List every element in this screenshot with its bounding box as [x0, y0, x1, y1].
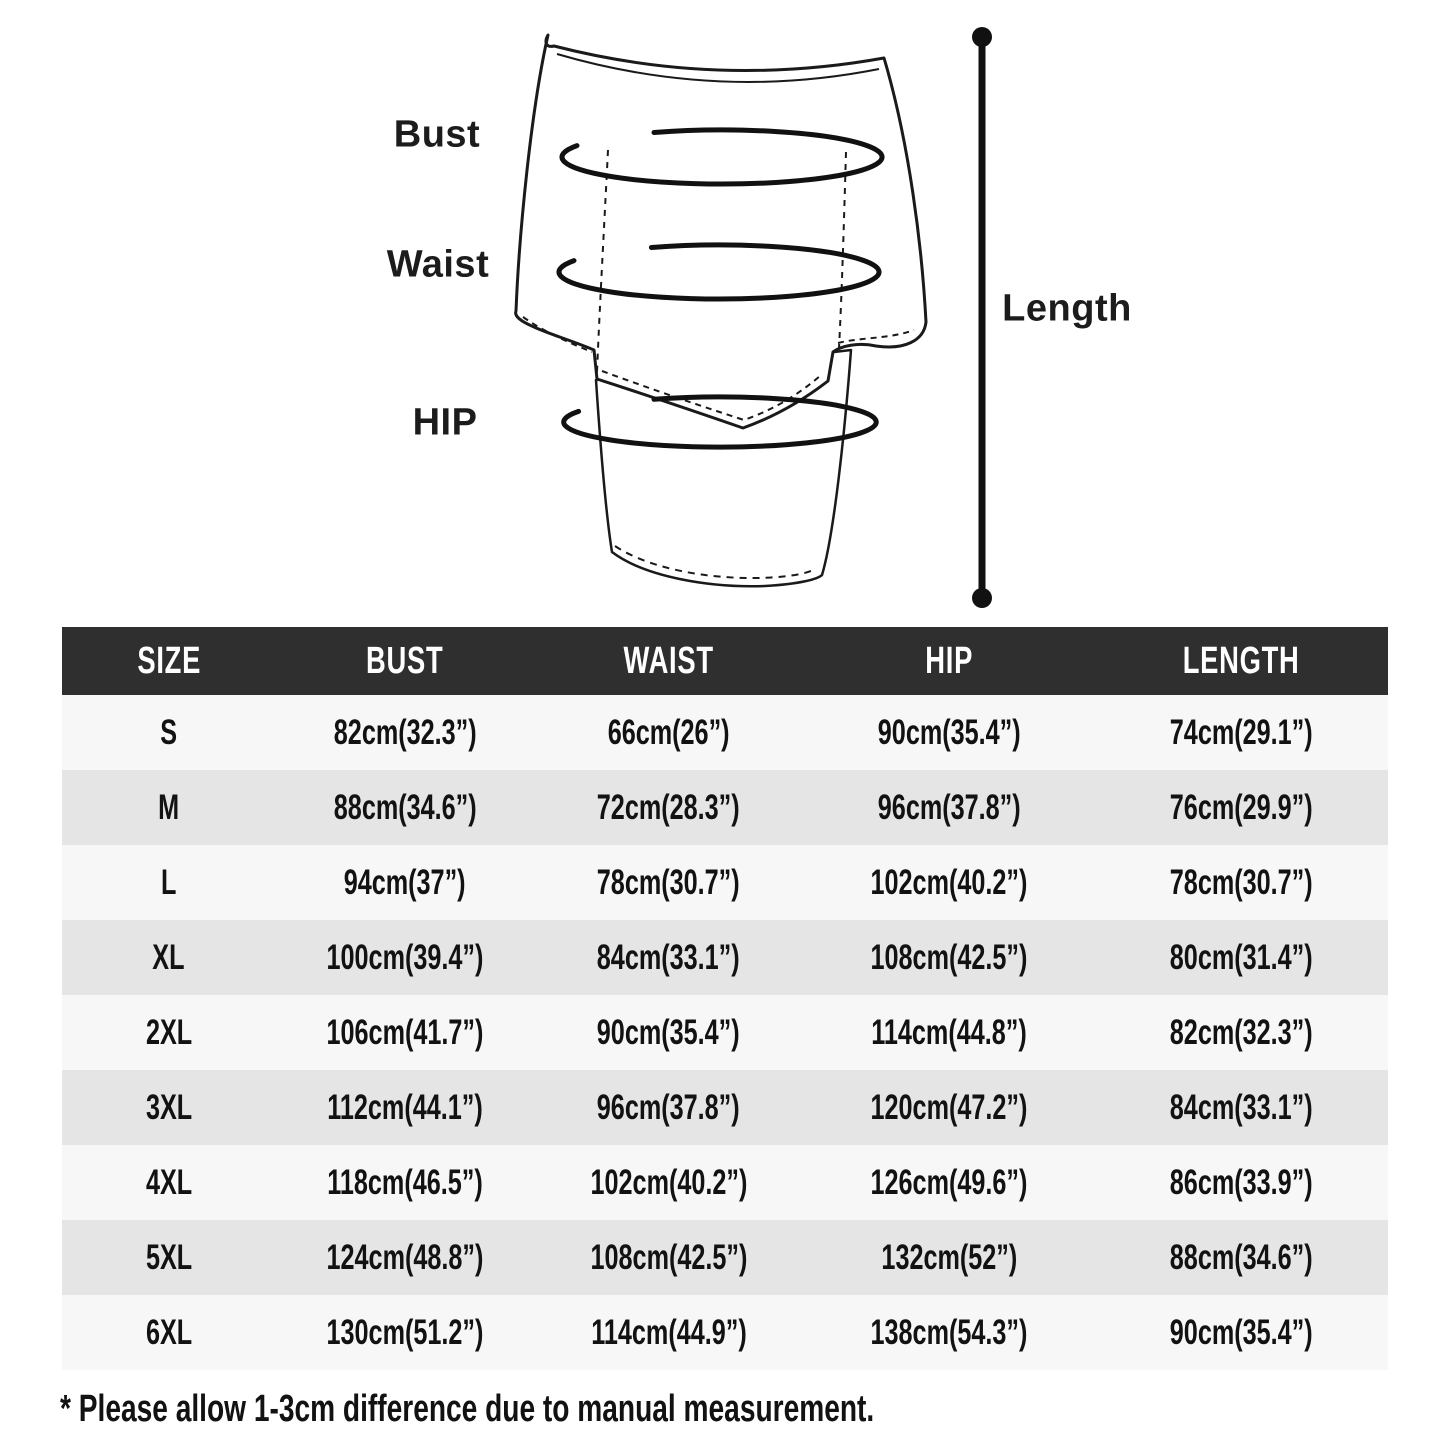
table-cell — [803, 863, 1095, 903]
table-cell — [803, 713, 1095, 753]
table-cell — [803, 1313, 1095, 1353]
length-line-top-dot — [972, 27, 992, 47]
table-cell-value: 5XL — [145, 1237, 192, 1277]
length-label: Length — [1002, 287, 1132, 330]
table-cell — [1095, 1088, 1388, 1128]
table-cell — [803, 1088, 1095, 1128]
table-cell — [534, 1163, 803, 1203]
table-cell — [1095, 1238, 1388, 1278]
table-cell — [62, 1013, 275, 1053]
garment-illustration — [0, 0, 1445, 625]
table-cell — [62, 863, 275, 903]
table-cell-value: 76cm(29.9”) — [1170, 787, 1313, 827]
table-cell-value: XL — [152, 937, 185, 977]
header-cell — [62, 640, 275, 683]
table-cell-value: 90cm(35.4”) — [877, 712, 1021, 752]
table-cell-value: L — [161, 862, 177, 902]
waist-label: Waist — [386, 243, 490, 286]
table-cell-value: 108cm(42.5”) — [870, 937, 1028, 977]
table-cell-value: 114cm(44.9”) — [590, 1312, 747, 1352]
table-row — [62, 920, 1388, 995]
table-cell-value: 112cm(44.1”) — [327, 1087, 483, 1127]
table-cell — [275, 1013, 534, 1053]
header-cell — [1095, 640, 1388, 683]
table-cell-value: 6XL — [145, 1312, 192, 1352]
table-cell-value: 2XL — [145, 1012, 192, 1052]
measurement-diagram — [0, 0, 1445, 625]
table-cell — [1095, 938, 1388, 978]
table-cell-value: 78cm(30.7”) — [597, 862, 741, 902]
table-cell-value: 126cm(49.6”) — [870, 1162, 1028, 1202]
table-cell — [275, 1313, 534, 1353]
table-cell — [1095, 788, 1388, 828]
size-table — [62, 627, 1388, 1370]
table-row — [62, 845, 1388, 920]
table-cell — [1095, 1163, 1388, 1203]
table-cell — [275, 938, 534, 978]
table-cell-value: S — [160, 712, 178, 752]
table-cell-value: 124cm(48.8”) — [326, 1237, 484, 1277]
header-cell-label: HIP — [925, 639, 973, 682]
table-row — [62, 695, 1388, 770]
table-cell-value: 130cm(51.2”) — [326, 1312, 484, 1352]
table-cell — [1095, 1013, 1388, 1053]
table-cell-value: 74cm(29.1”) — [1170, 712, 1313, 752]
table-cell-value: 3XL — [145, 1087, 192, 1127]
header-cell — [275, 640, 534, 683]
table-cell — [62, 1163, 275, 1203]
table-cell — [803, 1238, 1095, 1278]
garment-outline — [516, 35, 926, 428]
table-cell-value: 96cm(37.8”) — [877, 787, 1021, 827]
table-cell-value: 88cm(34.6”) — [333, 787, 477, 827]
table-cell — [803, 938, 1095, 978]
table-cell-value: 94cm(37”) — [343, 862, 466, 902]
table-cell-value: 82cm(32.3”) — [1170, 1012, 1313, 1052]
length-line-bottom-dot — [972, 588, 992, 608]
table-cell — [62, 788, 275, 828]
header-cell — [534, 640, 803, 683]
table-row — [62, 1145, 1388, 1220]
table-cell-value: 78cm(30.7”) — [1170, 862, 1313, 902]
header-cell-label: SIZE — [136, 639, 201, 682]
table-row — [62, 1220, 1388, 1295]
table-cell-value: 84cm(33.1”) — [597, 937, 741, 977]
table-cell — [275, 1238, 534, 1278]
table-cell-value: 90cm(35.4”) — [597, 1012, 741, 1052]
table-cell — [534, 1013, 803, 1053]
table-cell-value: 100cm(39.4”) — [326, 937, 484, 977]
table-cell-value: 114cm(44.8”) — [871, 1012, 1027, 1052]
table-row — [62, 1070, 1388, 1145]
table-cell — [534, 863, 803, 903]
table-cell-value: 90cm(35.4”) — [1170, 1312, 1313, 1352]
table-cell — [803, 788, 1095, 828]
table-cell-value: 138cm(54.3”) — [870, 1312, 1028, 1352]
table-cell-value: 86cm(33.9”) — [1170, 1162, 1313, 1202]
table-cell-value: 108cm(42.5”) — [590, 1237, 748, 1277]
table-cell — [275, 1088, 534, 1128]
table-cell-value: M — [158, 787, 180, 827]
table-cell — [275, 863, 534, 903]
header-cell-label: LENGTH — [1183, 639, 1300, 682]
table-cell-value: 80cm(31.4”) — [1170, 937, 1313, 977]
size-table-body — [62, 695, 1388, 1370]
table-cell — [534, 713, 803, 753]
table-cell — [534, 1313, 803, 1353]
table-cell — [275, 1163, 534, 1203]
table-cell-value: 120cm(47.2”) — [870, 1087, 1028, 1127]
table-cell-value: 72cm(28.3”) — [597, 787, 741, 827]
table-cell — [62, 1313, 275, 1353]
header-cell — [803, 640, 1095, 683]
bust-label: Bust — [393, 113, 481, 156]
table-cell — [275, 713, 534, 753]
table-cell-value: 66cm(26”) — [607, 712, 730, 752]
table-cell — [275, 788, 534, 828]
table-cell — [1095, 1313, 1388, 1353]
table-cell — [534, 938, 803, 978]
table-cell — [62, 938, 275, 978]
size-table-header — [62, 627, 1388, 695]
table-cell — [62, 713, 275, 753]
table-cell — [803, 1013, 1095, 1053]
table-row — [62, 770, 1388, 845]
header-cell-label: BUST — [366, 639, 444, 682]
table-cell — [534, 1088, 803, 1128]
table-cell — [534, 1238, 803, 1278]
table-cell-value: 102cm(40.2”) — [590, 1162, 748, 1202]
table-cell — [1095, 713, 1388, 753]
table-row — [62, 995, 1388, 1070]
table-cell-value: 96cm(37.8”) — [597, 1087, 741, 1127]
table-cell-value: 82cm(32.3”) — [333, 712, 477, 752]
table-cell-value: 118cm(46.5”) — [327, 1162, 483, 1202]
table-cell — [62, 1088, 275, 1128]
table-cell — [534, 788, 803, 828]
table-cell-value: 84cm(33.1”) — [1170, 1087, 1313, 1127]
table-row — [62, 1295, 1388, 1370]
table-cell-value: 132cm(52”) — [881, 1237, 1018, 1277]
hip-label: HIP — [412, 401, 478, 444]
table-cell — [803, 1163, 1095, 1203]
table-cell — [1095, 863, 1388, 903]
table-cell-value: 106cm(41.7”) — [326, 1012, 484, 1052]
table-cell-value: 4XL — [145, 1162, 192, 1202]
table-cell-value: 102cm(40.2”) — [870, 862, 1028, 902]
header-cell-label: WAIST — [623, 639, 714, 682]
table-cell — [62, 1238, 275, 1278]
measurement-footnote: * Please allow 1-3cm difference due to manual measurement. — [60, 1388, 875, 1430]
table-cell-value: 88cm(34.6”) — [1170, 1237, 1313, 1277]
